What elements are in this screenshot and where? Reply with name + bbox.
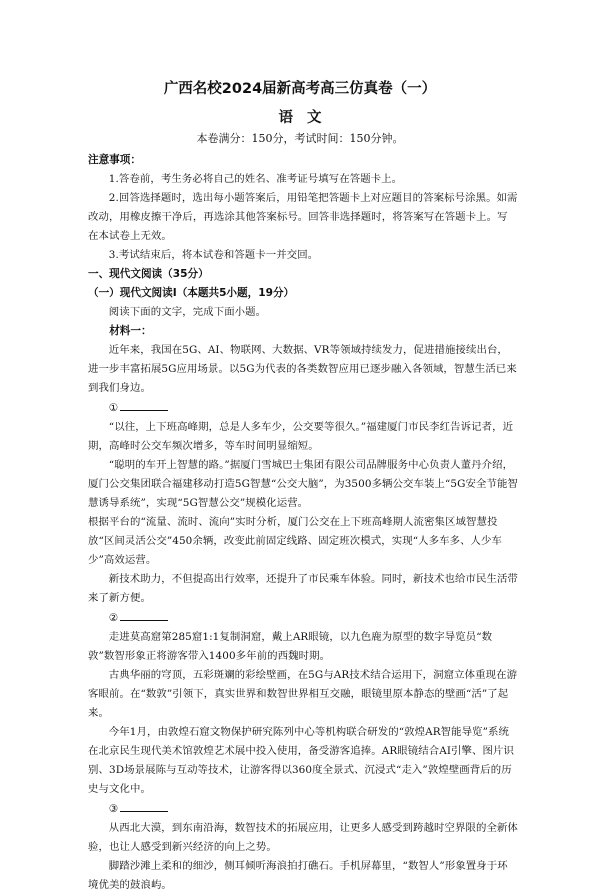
notice-item: 1.答卷前，考生务必将自己的姓名、准考证号填写在答题卡上。 (108, 173, 403, 185)
blank-label: ① (108, 402, 119, 414)
blank-label: ③ (108, 803, 119, 815)
blank-underline (120, 608, 168, 621)
material-paragraph: 近年来，我国在5G、AI、物联网、大数据、VR等领域持续发力，促进措施接续出台，进一步丰富拓展5G应用场景。以5G为代表的各类数智应用已逐步融入各领域，智慧生活已来到我们身边。 (88, 344, 517, 394)
material-paragraph: “以往，上下班高峰期，总是人多车少，公交要等很久。”福建厦门市民李红告诉记者，近期，高峰时公交车频次增多，等车时间明显缩短。 (88, 421, 514, 452)
blank-underline (120, 799, 168, 812)
answer-blank-1 (88, 398, 518, 418)
answer-blank-2 (88, 608, 518, 628)
material-label: 材料一： (109, 325, 152, 337)
exam-info: 本卷满分：150分，考试时间：150分钟。 (196, 132, 404, 145)
material-paragraph: 根据平台的“流量、流时、流向”实时分析，厦门公交在上下班高峰期人流密集区域智慧投放“区间灵活公交”450余辆，改变此前固定线路、固定班次模式，实现“人多车多、人少车少”高效运营。 (88, 516, 503, 566)
notice-heading: 注意事项： (88, 154, 141, 166)
sub-section-heading: （一）现代文阅读Ⅰ（本题共5小题，19分） (88, 287, 295, 299)
material-paragraph: 新技术助力，不但提高出行效率，还提升了市民乘车体验。同时，新技术也给市民生活带来了新方便。 (88, 573, 518, 604)
material-paragraph: 从西北大漠，到东南沿海，数智技术的拓展应用，让更多人感受到跨越时空界限的全新体验，也让人感受到新兴经济的向上之势。 (88, 822, 518, 853)
exam-content (88, 151, 518, 895)
material-paragraph: 古典华丽的穹顶，五彩斑斓的彩绘壁画，在5G与AR技术结合运用下，洞窟立体重现在游客眼前。在“数敦”引领下，真实世界和数智世界相互交融，眼镜里原本静态的壁画“活”了起来。 (88, 669, 518, 719)
material-paragraph: 今年1月，由敦煌石窟文物保护研究陈列中心等机构联合研发的“敦煌AR智能导览”系统在北京民生现代美术馆敦煌艺术展中投入使用，备受游客追捧。AR眼镜结合AI引擎、图片识别、3D场景展陈与互动等技术，让游客得以360度全景式、沉浸式“走入”敦煌壁画背后的历史与文化中。 (88, 726, 514, 795)
subject-title: 语文 (278, 110, 336, 126)
blank-label: ② (108, 612, 119, 624)
notice-item: 3.考试结束后，将本试卷和答题卡一并交回。 (108, 249, 319, 261)
notice-item: 2.回答选择题时，选出每小题答案后，用铅笔把答题卡上对应题目的答案标号涂黑。如需改动，用橡皮擦干净后，再选涂其他答案标号。回答非选择题时，将答案写在答题卡上。写在本试卷上无效。 (88, 192, 518, 242)
material-paragraph: “聪明的车开上智慧的路。”据厦门雪城巴士集团有限公司品牌服务中心负责人董丹介绍，厦门公交集团联合福建移动打造5G智慧“公交大脑”，为3500多辆公交车装上“5G安全节能智慧诱导系统”，实现“5G智慧公交”规模化运营。 (88, 459, 518, 509)
reading-instruction: 阅读下面的文字，完成下面小题。 (108, 306, 267, 318)
exam-title: 广西名校2024届新高考高三仿真卷（一） (163, 81, 437, 97)
answer-blank-3 (88, 799, 518, 819)
blank-underline (120, 398, 168, 411)
material-paragraph: 脚踏沙滩上柔和的细沙，侧耳倾听海浪拍打礁石。手机屏幕里，“数智人”形象置身于环境优美的鼓浪屿。 (88, 860, 508, 891)
section-heading: 一、现代文阅读（35分） (88, 268, 209, 280)
material-paragraph: 走进莫高窟第285窟1:1复制洞窟，戴上AR眼镜，以九色鹿为原型的数字导览员“数敦”数智形象正将游客带入1400多年前的西魏时期。 (88, 631, 493, 662)
